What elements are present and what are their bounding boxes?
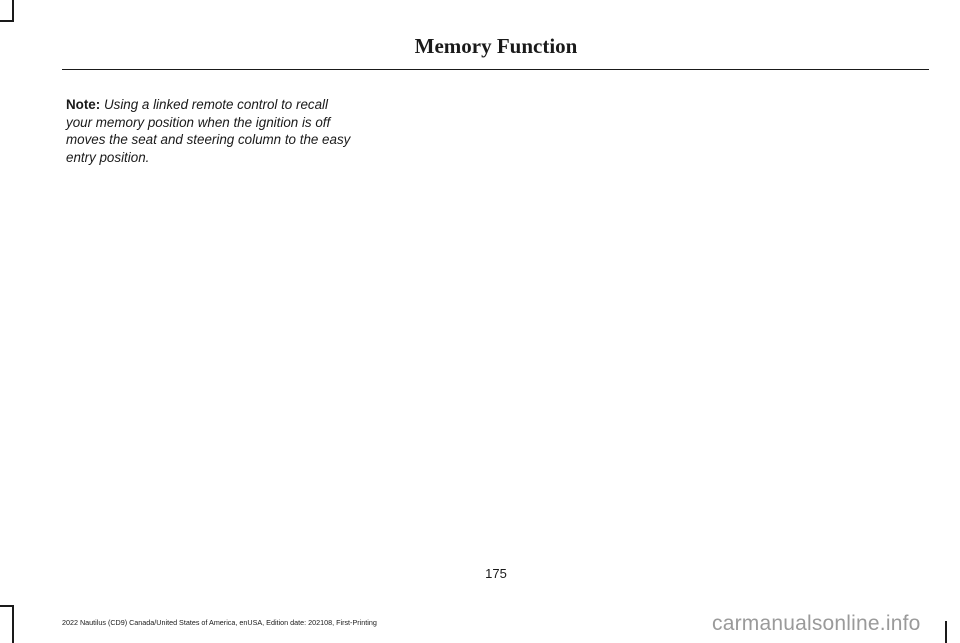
crop-mark-top-left [0, 20, 14, 22]
crop-mark-bottom-right [945, 621, 947, 643]
crop-mark-bottom-left [12, 605, 14, 643]
page-number: 175 [485, 566, 507, 581]
page-title: Memory Function [414, 34, 578, 58]
footer-edition-info: 2022 Nautilus (CD9) Canada/United States of America, enUSA, Edition date: 202108, First-Printing [62, 618, 377, 627]
note-paragraph [66, 96, 351, 166]
note-label: Note: [66, 97, 101, 112]
crop-mark-bottom-left [0, 605, 14, 607]
note-text: Using a linked remote control to recall your memory position when the ignition is off moves the seat and steering column to the easy entry position. [66, 97, 351, 165]
title-divider [62, 69, 929, 70]
watermark-link[interactable]: carmanualsonline.info [712, 612, 921, 635]
crop-mark-top-left [12, 0, 14, 22]
